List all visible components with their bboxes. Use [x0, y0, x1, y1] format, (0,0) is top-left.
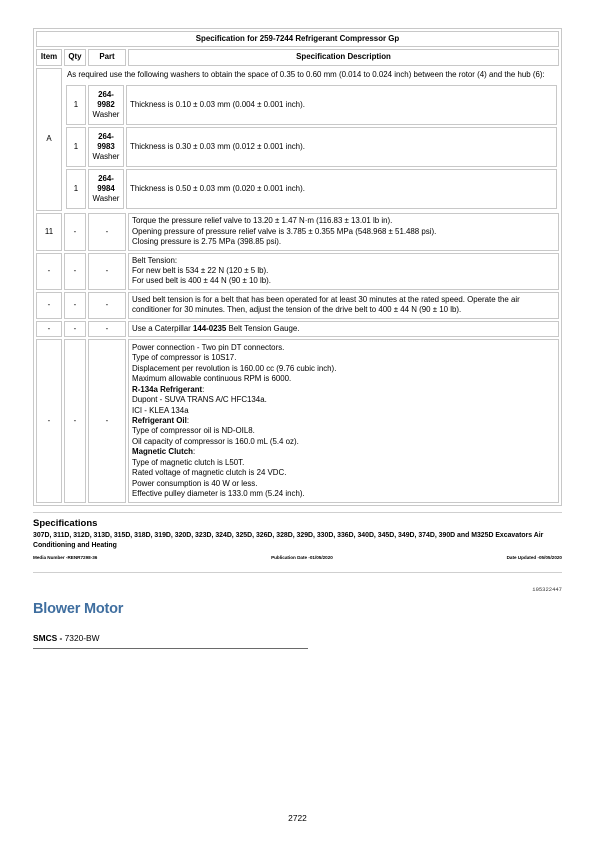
specifications-title: Specifications — [33, 518, 98, 529]
group-a-intro: As required use the following washers to obtain the space of 0.35 to 0.60 mm (0.014 to 0.024 inch) between the rotor (4) and the hub (6): — [67, 69, 545, 79]
smcs-value: 7320-BW — [64, 633, 100, 643]
page-number: 2722 — [288, 813, 307, 823]
description-cell: Belt Tension: For new belt is 534 ± 22 N (120 ± 5 lb). For used belt is 400 ± 44 N (90 ± 10 lb). — [128, 253, 559, 290]
qty-cell: - — [64, 292, 86, 319]
part-number-line: 9982 — [97, 100, 115, 110]
part-number-line: 9983 — [97, 142, 115, 152]
qty-cell: - — [64, 321, 86, 337]
part-number-line: 264- — [98, 173, 114, 183]
header-item: Item — [36, 49, 62, 65]
part-cell — [88, 85, 124, 125]
qty-cell: - — [64, 213, 86, 250]
part-cell: - — [88, 213, 126, 250]
part-cell: - — [88, 339, 126, 503]
table-row — [36, 339, 559, 503]
specification-table — [33, 28, 562, 506]
item-cell-a: A — [36, 68, 62, 211]
r134a-heading: R-134a Refrigerant — [132, 384, 203, 394]
item-cell: - — [36, 321, 62, 337]
part-name: Washer — [92, 194, 120, 204]
media-number: Media Number -RENR7298-36 — [33, 555, 98, 560]
smcs-rule — [33, 648, 308, 649]
meta-row — [33, 555, 562, 560]
refrigerant-specs: Dupont - SUVA TRANS A/C HFC134a. ICI - KLEA 134a — [132, 395, 267, 415]
table-row — [66, 127, 557, 167]
image-id: i05322447 — [532, 586, 562, 593]
header-description: Specification Description — [128, 49, 559, 65]
r134a-heading-line — [132, 385, 555, 395]
heading-colon: : — [186, 416, 190, 426]
clutch-heading: Magnetic Clutch — [132, 447, 193, 457]
qty-cell: 1 — [66, 127, 86, 167]
table-row — [66, 85, 557, 125]
oil-heading-line — [132, 416, 555, 426]
table-row — [36, 321, 559, 337]
clutch-specs: Type of magnetic clutch is L50T. Rated voltage of magnetic clutch is 24 VDC. Power consumption is 40 W or less. Effective pulley diameter is 133.0 mm (5.24 inch). — [132, 457, 305, 498]
description-cell: Thickness is 0.50 ± 0.03 mm (0.020 ± 0.001 inch). — [126, 169, 557, 209]
description-cell: Used belt tension is for a belt that has been operated for at least 30 minutes at the rated speed. Operate the air conditioner for 30 minutes. Then, adjust the tension of the drive belt to 400 ± 44 N (90 ± 10 lb). — [128, 292, 559, 319]
item-cell: - — [36, 339, 62, 503]
part-number-line: 9984 — [97, 184, 115, 194]
item-cell: - — [36, 292, 62, 319]
oil-specs: Type of compressor oil is ND-OIL8. Oil capacity of compressor is 160.0 mL (5.4 oz). — [132, 426, 299, 446]
clutch-heading-line — [132, 447, 555, 457]
qty-cell: 1 — [66, 85, 86, 125]
oil-heading: Refrigerant Oil — [132, 416, 187, 426]
qty-cell: 1 — [66, 169, 86, 209]
description-cell: Thickness is 0.10 ± 0.03 mm (0.004 ± 0.001 inch). — [126, 85, 557, 125]
gauge-part-number: 144-0235 — [192, 323, 227, 333]
table-row — [66, 169, 557, 209]
part-cell — [88, 169, 124, 209]
description-cell — [128, 321, 559, 337]
date-updated: Date Updated -05/05/2020 — [506, 555, 562, 560]
part-number-line: 264- — [98, 89, 114, 99]
part-name: Washer — [92, 110, 120, 120]
compressor-specs: Power connection - Two pin DT connectors. Type of compressor is 10S17. Displacement per revolution is 160.00 cc (9.76 cubic inch). Maximum allowable continuous RPM is 6000. — [132, 343, 337, 384]
publication-date: Publication Date -01/05/2020 — [271, 555, 333, 560]
part-name: Washer — [92, 152, 120, 162]
gauge-text-post: Belt Tension Gauge. — [226, 323, 300, 333]
table-row — [36, 213, 559, 250]
part-cell: - — [88, 321, 126, 337]
gauge-text-pre: Use a Caterpillar — [132, 323, 193, 333]
models-line: 307D, 311D, 312D, 313D, 315D, 318D, 319D, 320D, 323D, 324D, 325D, 326D, 328D, 329D, 330D, 336D, 340D, 345D, 349D, 374D, 390D and M325D Excavators Air Conditioning and Heating — [33, 532, 544, 549]
group-a-content — [64, 68, 559, 211]
part-cell — [88, 127, 124, 167]
smcs-label: SMCS - — [33, 633, 65, 643]
table-title: Specification for 259-7244 Refrigerant Compressor Gp — [36, 31, 559, 47]
heading-colon: : — [192, 447, 196, 457]
part-cell: - — [88, 292, 126, 319]
description-cell — [128, 339, 559, 503]
smcs-line — [33, 633, 100, 643]
header-part: Part — [88, 49, 126, 65]
item-cell: 11 — [36, 213, 62, 250]
separator-line — [33, 512, 562, 513]
qty-cell: - — [64, 253, 86, 290]
header-qty: Qty — [64, 49, 86, 65]
table-header-row — [36, 49, 559, 65]
item-cell: - — [36, 253, 62, 290]
table-row — [36, 253, 559, 290]
separator-line — [33, 572, 562, 573]
specifications-footer — [33, 518, 562, 560]
heading-colon: : — [202, 384, 205, 394]
description-cell: Torque the pressure relief valve to 13.20 ± 1.47 N·m (116.83 ± 13.01 lb in). Opening pressure of pressure relief valve is 3.785 ± 0.355 MPa (548.968 ± 51.488 psi). Closing pressure is 2.75 MPa (398.85 psi). — [128, 213, 559, 250]
part-number-line: 264- — [98, 131, 114, 141]
part-cell: - — [88, 253, 126, 290]
table-row — [36, 292, 559, 319]
qty-cell: - — [64, 339, 86, 503]
description-cell: Thickness is 0.30 ± 0.03 mm (0.012 ± 0.001 inch). — [126, 127, 557, 167]
section-title: Blower Motor — [33, 601, 124, 617]
table-row-group-a — [36, 68, 559, 211]
